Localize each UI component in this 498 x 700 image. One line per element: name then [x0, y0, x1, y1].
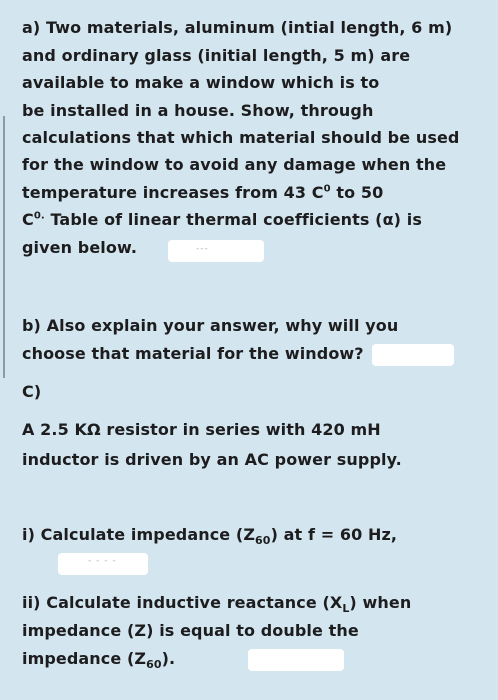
part-a-line-8-text: Table of linear thermal coefficients (α) is: [44, 210, 422, 229]
redaction-mark: ---: [196, 244, 209, 254]
part-a-line-7-end: to 50: [330, 183, 384, 202]
part-a-line-4: be installed in a house. Show, through: [22, 101, 374, 120]
part-a-line-5: calculations that which material should be used: [22, 128, 460, 147]
part-a-line-2: and ordinary glass (initial length, 5 m) are: [22, 46, 411, 65]
redaction-mark: - - - -: [88, 556, 117, 566]
part-ii-line-3-text: impedance (Z: [22, 649, 147, 668]
impedance-subscript: 60: [255, 534, 271, 548]
part-i-question: [22, 525, 398, 548]
part-a-line-7: [22, 183, 383, 203]
part-b-line-2: choose that material for the window?: [22, 344, 364, 363]
part-b-line-1: b) Also explain your answer, why will you: [22, 316, 399, 335]
part-ii-line-3: [22, 649, 176, 672]
part-ii-text: ii) Calculate inductive reactance (X: [22, 593, 343, 612]
part-ii-line-3-end: ).: [161, 649, 176, 668]
part-a-line-7-text: temperature increases from 43 C: [22, 183, 324, 202]
degree-superscript: 0: [323, 183, 331, 195]
part-a-line-8-unit: C: [22, 210, 34, 229]
redaction-box: [372, 344, 454, 366]
redaction-box: [248, 649, 344, 671]
part-i-text-end: ) at f = 60 Hz,: [270, 525, 398, 544]
part-a-line-8: [22, 210, 422, 230]
part-ii-line-1: [22, 593, 412, 616]
part-a-line-9: given below.: [22, 238, 137, 257]
left-margin-rule: [3, 116, 5, 378]
part-c-heading: C): [22, 382, 42, 401]
redaction-box: [168, 240, 264, 262]
degree-superscript: 0.: [33, 210, 45, 222]
part-ii-line-2: impedance (Z) is equal to double the: [22, 621, 359, 640]
part-c-line-1: A 2.5 KΩ resistor in series with 420 mH: [22, 420, 381, 439]
impedance-subscript: 60: [146, 658, 162, 672]
part-ii-text-end: ) when: [349, 593, 412, 612]
part-a-line-3: available to make a window which is to: [22, 73, 380, 92]
part-c-line-2: inductor is driven by an AC power supply.: [22, 450, 402, 469]
part-a-line-6: for the window to avoid any damage when the: [22, 155, 447, 174]
reactance-subscript: L: [342, 602, 350, 616]
part-a-line-1: a) Two materials, aluminum (intial length, 6 m): [22, 18, 453, 37]
part-i-text: i) Calculate impedance (Z: [22, 525, 256, 544]
